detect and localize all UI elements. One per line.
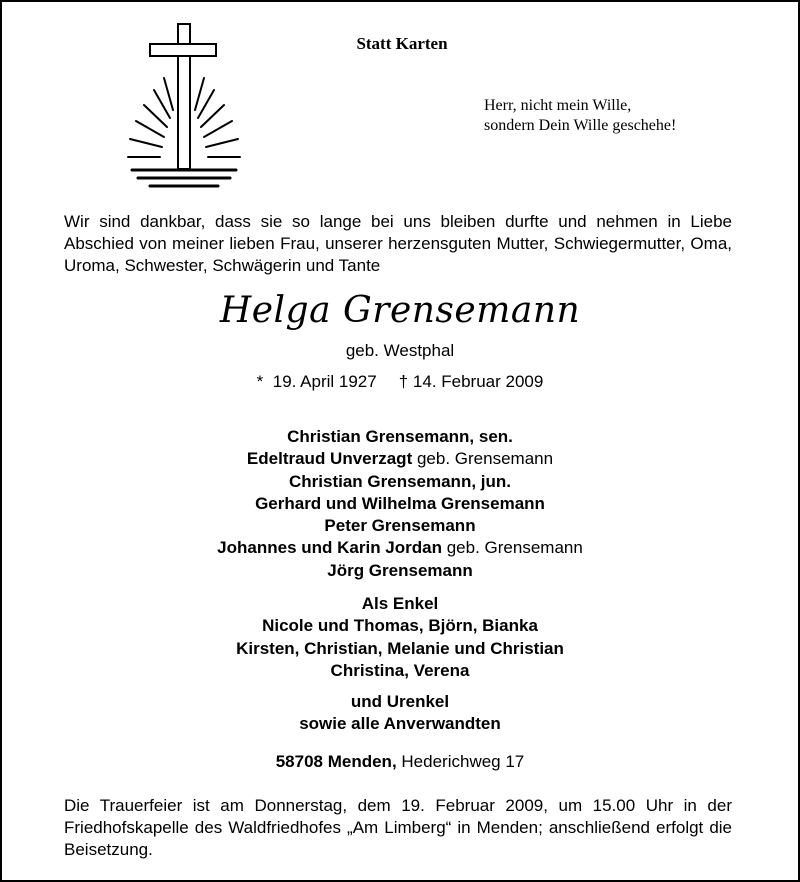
family-member: Edeltraud Unverzagt geb. Grensemann <box>246 449 554 469</box>
address-street: Hederichweg 17 <box>401 752 525 771</box>
death-date: 14. Februar 2009 <box>412 372 544 391</box>
address <box>2 752 798 772</box>
grandchildren-line: Kirsten, Christian, Melanie und Christian <box>236 638 564 658</box>
header-title: Statt Karten <box>356 34 448 53</box>
family-member: Gerhard und Wilhelma Grensemann <box>255 493 545 513</box>
relatives-line: sowie alle Anverwandten <box>299 714 501 734</box>
verse-line: Herr, nicht mein Wille, <box>484 97 632 114</box>
great-grandchildren-line: und Urenkel <box>350 692 450 711</box>
cross-sunrise-icon <box>120 20 250 190</box>
verse-line: sondern Dein Wille geschehe! <box>484 117 677 134</box>
family-member: Jörg Grensemann <box>327 560 473 580</box>
death-cross-icon: † <box>398 372 409 391</box>
grandchildren-section <box>2 593 798 682</box>
deceased-name: Helga Grensemann <box>219 290 581 331</box>
family-member: Peter Grensemann <box>324 516 476 536</box>
ceremony-text: Die Trauerfeier ist am Donnerstag, dem 19. Februar 2009, um 15.00 Uhr in der Friedhofskapelle des Waldfriedhofes „Am Limberg“ in Menden; anschließend erfolgt die Beisetzung. <box>64 796 732 859</box>
intro-text: Wir sind dankbar, dass sie so lange bei uns bleiben durfte und nehmen in Liebe Abschied von meiner lieben Frau, unserer herzensguten Mutter, Schwiegermutter, Oma, Uroma, Schwester, Schwägerin und Tante <box>64 212 732 275</box>
grandchildren-line: Nicole und Thomas, Björn, Bianka <box>262 616 538 636</box>
family-member: Christian Grensemann, jun. <box>289 471 511 491</box>
family-member: Christian Grensemann, sen. <box>287 427 513 446</box>
maiden-name: geb. Westphal <box>345 341 455 360</box>
life-dates <box>2 372 798 392</box>
grandchildren-heading: Als Enkel <box>361 594 439 613</box>
address-city: 58708 Menden, <box>275 752 397 771</box>
birth-star-icon: * <box>256 372 264 391</box>
family-member: Johannes und Karin Jordan geb. Grensemann <box>217 538 583 558</box>
grandchildren-line: Christina, Verena <box>330 660 470 680</box>
great-grandchildren-section <box>2 691 798 736</box>
family-list <box>2 426 798 582</box>
birth-date: 19. April 1927 <box>272 372 377 391</box>
bible-verse <box>484 96 676 136</box>
